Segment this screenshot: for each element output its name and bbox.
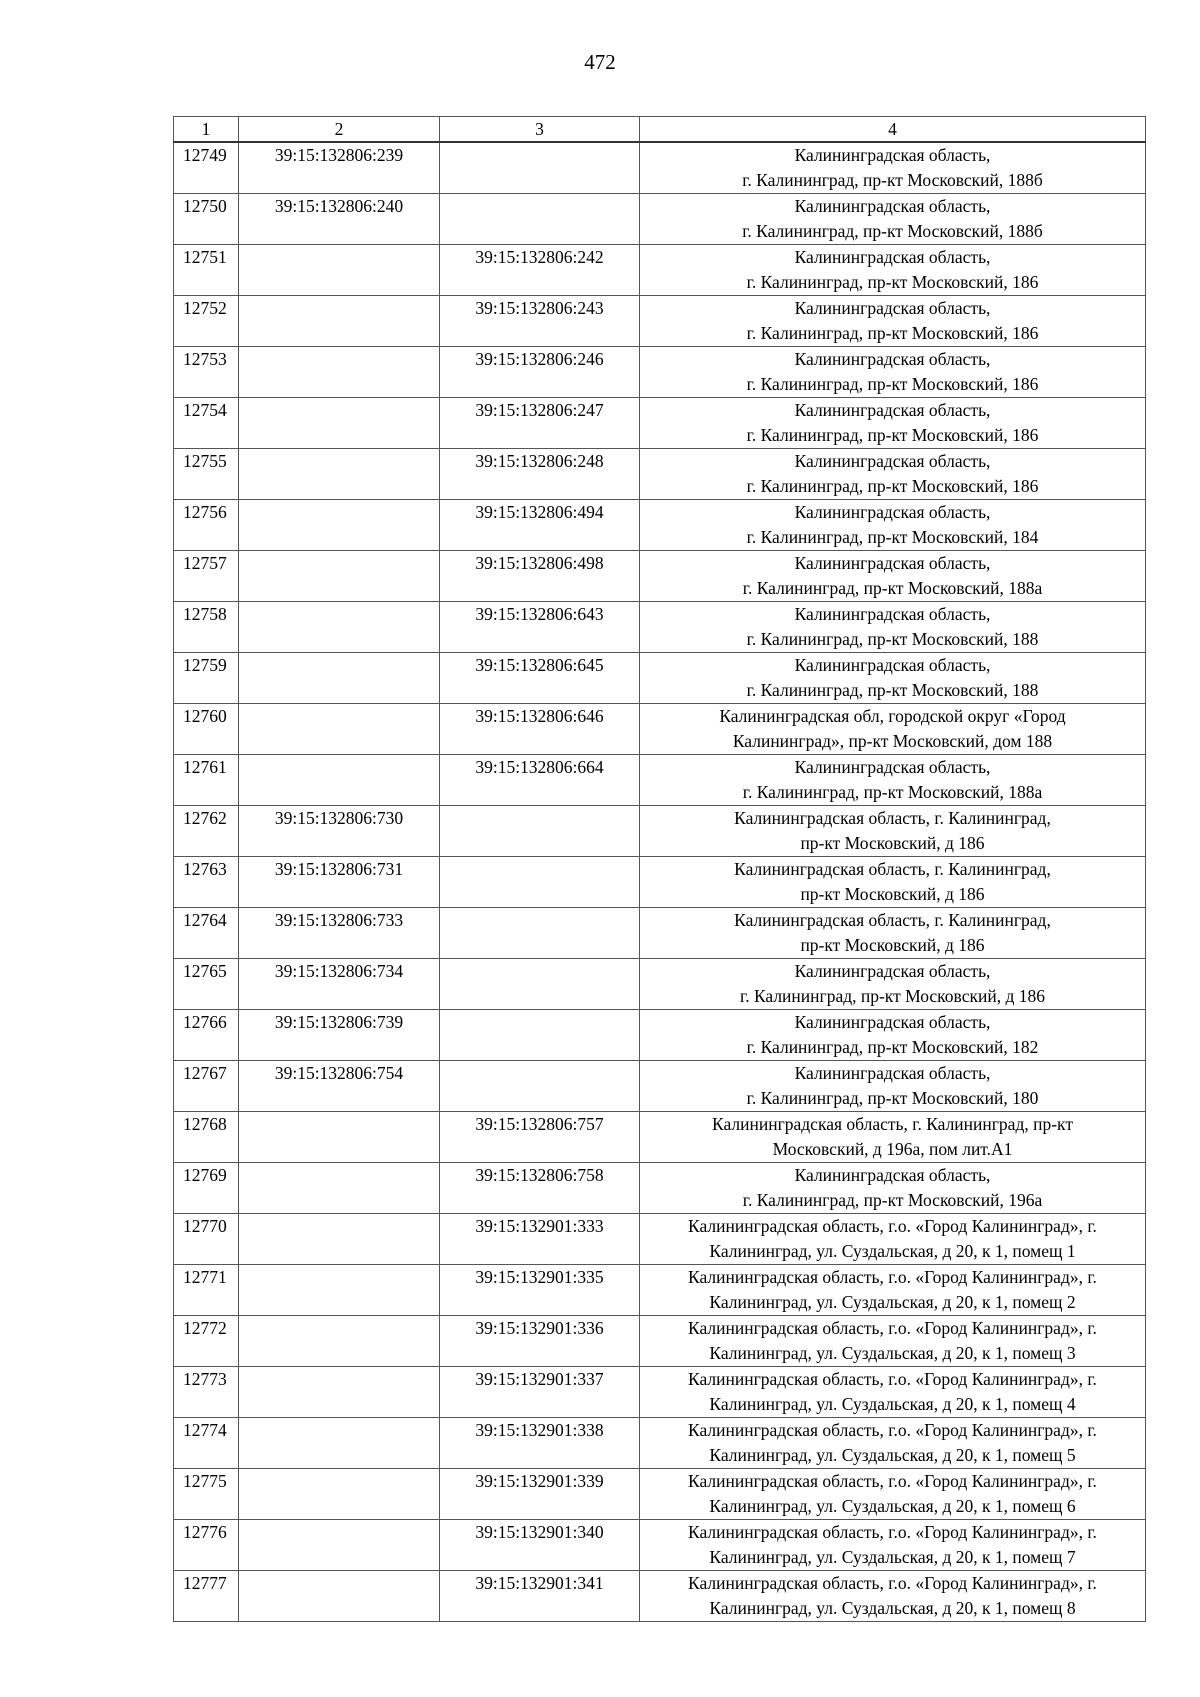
address-line: Калининградская область, г.о. «Город Калининград», г. — [688, 1471, 1097, 1491]
row-number: 12762 — [174, 806, 239, 857]
cadastral-number-col2: 39:15:132806:734 — [239, 959, 440, 1010]
address-line: г. Калининград, пр-кт Московский, 186 — [746, 425, 1039, 445]
cadastral-number-col3: 39:15:132901:333 — [440, 1214, 640, 1265]
cadastral-number-col2 — [239, 1112, 440, 1163]
cadastral-number-col3: 39:15:132806:246 — [440, 347, 640, 398]
address-cell — [640, 1010, 1146, 1061]
row-number: 12771 — [174, 1265, 239, 1316]
cadastral-number-col2: 39:15:132806:730 — [239, 806, 440, 857]
table-row — [174, 1112, 1146, 1163]
table-row — [174, 959, 1146, 1010]
page-number: 472 — [584, 50, 616, 74]
column-header-3: 3 — [440, 117, 640, 143]
address-cell — [640, 806, 1146, 857]
row-number: 12751 — [174, 245, 239, 296]
cadastral-number-col2 — [239, 296, 440, 347]
cadastral-number-col2 — [239, 1214, 440, 1265]
address-line: Калининградская область, — [794, 1165, 991, 1185]
cadastral-number-col2 — [239, 1469, 440, 1520]
cadastral-number-col2 — [239, 704, 440, 755]
table-row — [174, 1571, 1146, 1622]
table-row — [174, 1418, 1146, 1469]
cadastral-number-col2 — [239, 1316, 440, 1367]
address-cell — [640, 908, 1146, 959]
address-line: Калининградская область, — [794, 502, 991, 522]
cadastral-number-col2 — [239, 551, 440, 602]
table-row — [174, 347, 1146, 398]
cadastral-number-col3 — [440, 1061, 640, 1112]
address-cell — [640, 551, 1146, 602]
cadastral-number-col3: 39:15:132901:339 — [440, 1469, 640, 1520]
cadastral-number-col3 — [440, 1010, 640, 1061]
cadastral-number-col3 — [440, 908, 640, 959]
address-line: г. Калининград, пр-кт Московский, 186 — [746, 323, 1039, 343]
table-row — [174, 755, 1146, 806]
cadastral-number-col2 — [239, 602, 440, 653]
address-cell — [640, 1469, 1146, 1520]
address-line: Калининградская область, — [794, 349, 991, 369]
cadastral-number-col3: 39:15:132806:243 — [440, 296, 640, 347]
cadastral-number-col3: 39:15:132901:341 — [440, 1571, 640, 1622]
address-line: пр-кт Московский, д 186 — [800, 833, 985, 853]
cadastral-number-col2 — [239, 1367, 440, 1418]
row-number: 12761 — [174, 755, 239, 806]
table-row — [174, 704, 1146, 755]
address-line: Калининград, ул. Суздальская, д 20, к 1, помещ 7 — [709, 1547, 1076, 1567]
address-line: Московский, д 196а, пом лит.А1 — [772, 1139, 1013, 1159]
address-cell — [640, 857, 1146, 908]
cadastral-number-col2 — [239, 347, 440, 398]
table-row — [174, 1265, 1146, 1316]
row-number: 12773 — [174, 1367, 239, 1418]
address-line: г. Калининград, пр-кт Московский, 188б — [742, 170, 1043, 190]
address-line: Калининградская область, — [794, 757, 991, 777]
address-cell — [640, 296, 1146, 347]
address-cell — [640, 1214, 1146, 1265]
cadastral-number-col3: 39:15:132901:337 — [440, 1367, 640, 1418]
address-cell — [640, 1316, 1146, 1367]
row-number: 12764 — [174, 908, 239, 959]
cadastral-number-col3: 39:15:132806:643 — [440, 602, 640, 653]
table-row — [174, 551, 1146, 602]
cadastral-number-col2 — [239, 500, 440, 551]
address-line: Калининградская область, — [794, 196, 991, 216]
cadastral-number-col3 — [440, 959, 640, 1010]
address-line: Калининград, ул. Суздальская, д 20, к 1, помещ 1 — [709, 1241, 1076, 1261]
address-cell — [640, 347, 1146, 398]
address-cell — [640, 704, 1146, 755]
address-cell — [640, 449, 1146, 500]
table-row — [174, 857, 1146, 908]
address-line: г. Калининград, пр-кт Московский, 188 — [746, 629, 1039, 649]
address-line: Калининградская область, г.о. «Город Калининград», г. — [688, 1573, 1097, 1593]
table-row — [174, 1010, 1146, 1061]
cadastral-number-col3 — [440, 806, 640, 857]
cadastral-number-col2 — [239, 755, 440, 806]
row-number: 12767 — [174, 1061, 239, 1112]
cadastral-number-col2 — [239, 1265, 440, 1316]
row-number: 12758 — [174, 602, 239, 653]
address-line: Калининград, ул. Суздальская, д 20, к 1, помещ 8 — [709, 1598, 1076, 1618]
address-cell — [640, 245, 1146, 296]
column-header-1: 1 — [174, 117, 239, 143]
table-row — [174, 1061, 1146, 1112]
address-line: Калининград, ул. Суздальская, д 20, к 1, помещ 6 — [709, 1496, 1076, 1516]
table-row — [174, 1469, 1146, 1520]
cadastral-number-col2: 39:15:132806:733 — [239, 908, 440, 959]
cadastral-number-col3: 39:15:132806:664 — [440, 755, 640, 806]
address-line: Калининградская область, г.о. «Город Калининград», г. — [688, 1318, 1097, 1338]
cadastral-number-col3: 39:15:132806:646 — [440, 704, 640, 755]
address-line: Калининградская область, г.о. «Город Калининград», г. — [688, 1522, 1097, 1542]
row-number: 12777 — [174, 1571, 239, 1622]
address-line: Калининград, ул. Суздальская, д 20, к 1, помещ 3 — [709, 1343, 1076, 1363]
address-line: Калининградская область, — [794, 1012, 991, 1032]
cadastral-number-col3 — [440, 194, 640, 245]
row-number: 12753 — [174, 347, 239, 398]
address-line: г. Калининград, пр-кт Московский, 182 — [746, 1037, 1039, 1057]
address-line: Калининград, ул. Суздальская, д 20, к 1, помещ 2 — [709, 1292, 1076, 1312]
address-line: Калининградская область, — [794, 553, 991, 573]
table-row — [174, 1367, 1146, 1418]
cadastral-number-col2 — [239, 1571, 440, 1622]
address-line: г. Калининград, пр-кт Московский, 186 — [746, 374, 1039, 394]
table-row — [174, 1316, 1146, 1367]
address-cell — [640, 602, 1146, 653]
row-number: 12750 — [174, 194, 239, 245]
address-line: Калининградская область, — [794, 1063, 991, 1083]
table-row — [174, 653, 1146, 704]
row-number: 12755 — [174, 449, 239, 500]
cadastral-number-col2: 39:15:132806:739 — [239, 1010, 440, 1061]
row-number: 12769 — [174, 1163, 239, 1214]
address-line: пр-кт Московский, д 186 — [800, 884, 985, 904]
address-line: Калининградская область, г.о. «Город Калининград», г. — [688, 1369, 1097, 1389]
cadastral-number-col2: 39:15:132806:754 — [239, 1061, 440, 1112]
address-line: г. Калининград, пр-кт Московский, д 186 — [740, 986, 1045, 1006]
cadastral-number-col3 — [440, 857, 640, 908]
address-line: Калининградская область, г. Калининград, — [734, 808, 1051, 828]
address-line: Калининградская область, — [794, 655, 991, 675]
address-cell — [640, 194, 1146, 245]
cadastral-number-col3: 39:15:132901:336 — [440, 1316, 640, 1367]
table-row — [174, 500, 1146, 551]
register-table — [173, 116, 1146, 1622]
row-number: 12752 — [174, 296, 239, 347]
row-number: 12776 — [174, 1520, 239, 1571]
address-line: г. Калининград, пр-кт Московский, 188 — [746, 680, 1039, 700]
address-line: Калининградская область, г. Калининград, пр-кт — [712, 1114, 1073, 1134]
cadastral-number-col2 — [239, 245, 440, 296]
address-cell — [640, 755, 1146, 806]
cadastral-number-col3: 39:15:132901:340 — [440, 1520, 640, 1571]
cadastral-number-col2 — [239, 653, 440, 704]
address-cell — [640, 653, 1146, 704]
row-number: 12749 — [174, 142, 239, 194]
address-line: Калининград, ул. Суздальская, д 20, к 1, помещ 4 — [709, 1394, 1076, 1414]
table-row — [174, 449, 1146, 500]
cadastral-number-col2: 39:15:132806:239 — [239, 142, 440, 194]
cadastral-number-col3: 39:15:132806:645 — [440, 653, 640, 704]
cadastral-number-col2 — [239, 1163, 440, 1214]
row-number: 12757 — [174, 551, 239, 602]
table-row — [174, 398, 1146, 449]
address-line: г. Калининград, пр-кт Московский, 180 — [746, 1088, 1039, 1108]
row-number: 12754 — [174, 398, 239, 449]
row-number: 12775 — [174, 1469, 239, 1520]
row-number: 12766 — [174, 1010, 239, 1061]
cadastral-number-col2 — [239, 398, 440, 449]
table-row — [174, 806, 1146, 857]
cadastral-number-col3: 39:15:132806:242 — [440, 245, 640, 296]
row-number: 12756 — [174, 500, 239, 551]
address-cell — [640, 1061, 1146, 1112]
address-line: пр-кт Московский, д 186 — [800, 935, 985, 955]
header-row — [174, 117, 1146, 143]
cadastral-number-col3: 39:15:132806:494 — [440, 500, 640, 551]
address-cell — [640, 959, 1146, 1010]
address-line: Калининградская область, г. Калининград, — [734, 910, 1051, 930]
row-number: 12760 — [174, 704, 239, 755]
table-row — [174, 142, 1146, 194]
row-number: 12768 — [174, 1112, 239, 1163]
address-line: Калининградская обл, городской округ «Город — [719, 706, 1066, 726]
cadastral-number-col3: 39:15:132806:757 — [440, 1112, 640, 1163]
address-line: г. Калининград, пр-кт Московский, 186 — [746, 272, 1039, 292]
cadastral-number-col2 — [239, 1418, 440, 1469]
address-line: Калининградская область, г.о. «Город Калининград», г. — [688, 1420, 1097, 1440]
address-line: Калининградская область, г. Калининград, — [734, 859, 1051, 879]
row-number: 12770 — [174, 1214, 239, 1265]
address-line: Калининградская область, — [794, 247, 991, 267]
address-line: Калининградская область, — [794, 298, 991, 318]
address-cell — [640, 142, 1146, 194]
address-line: г. Калининград, пр-кт Московский, 186 — [746, 476, 1039, 496]
address-line: Калининградская область, — [794, 961, 991, 981]
cadastral-number-col3: 39:15:132806:248 — [440, 449, 640, 500]
address-line: Калининградская область, г.о. «Город Калининград», г. — [688, 1216, 1097, 1236]
address-line: Калининградская область, — [794, 145, 991, 165]
column-header-4: 4 — [640, 117, 1146, 143]
cadastral-number-col3: 39:15:132901:338 — [440, 1418, 640, 1469]
address-line: г. Калининград, пр-кт Московский, 188а — [742, 578, 1043, 598]
address-cell — [640, 1265, 1146, 1316]
address-cell — [640, 500, 1146, 551]
address-cell — [640, 1520, 1146, 1571]
table-row — [174, 1214, 1146, 1265]
row-number: 12774 — [174, 1418, 239, 1469]
row-number: 12772 — [174, 1316, 239, 1367]
address-line: г. Калининград, пр-кт Московский, 188а — [742, 782, 1043, 802]
row-number: 12763 — [174, 857, 239, 908]
address-cell — [640, 1418, 1146, 1469]
address-line: Калининградская область, — [794, 451, 991, 471]
table-row — [174, 1163, 1146, 1214]
address-line: г. Калининград, пр-кт Московский, 188б — [742, 221, 1043, 241]
table-row — [174, 1520, 1146, 1571]
table-row — [174, 245, 1146, 296]
column-header-2: 2 — [239, 117, 440, 143]
address-cell — [640, 398, 1146, 449]
address-line: Калининградская область, г.о. «Город Калининград», г. — [688, 1267, 1097, 1287]
cadastral-number-col2 — [239, 1520, 440, 1571]
table-row — [174, 296, 1146, 347]
cadastral-number-col3: 39:15:132806:498 — [440, 551, 640, 602]
address-cell — [640, 1571, 1146, 1622]
address-cell — [640, 1163, 1146, 1214]
table-row — [174, 602, 1146, 653]
address-cell — [640, 1367, 1146, 1418]
address-line: г. Калининград, пр-кт Московский, 196а — [742, 1190, 1043, 1210]
address-line: Калининград, ул. Суздальская, д 20, к 1, помещ 5 — [709, 1445, 1076, 1465]
address-line: Калининградская область, — [794, 400, 991, 420]
address-line: Калининградская область, — [794, 604, 991, 624]
address-line: г. Калининград, пр-кт Московский, 184 — [746, 527, 1039, 547]
table-row — [174, 908, 1146, 959]
table-row — [174, 194, 1146, 245]
cadastral-number-col2 — [239, 449, 440, 500]
cadastral-number-col3: 39:15:132806:247 — [440, 398, 640, 449]
cadastral-number-col3: 39:15:132806:758 — [440, 1163, 640, 1214]
cadastral-number-col2: 39:15:132806:240 — [239, 194, 440, 245]
address-cell — [640, 1112, 1146, 1163]
row-number: 12765 — [174, 959, 239, 1010]
address-line: Калининград», пр-кт Московский, дом 188 — [732, 731, 1053, 751]
cadastral-number-col3: 39:15:132901:335 — [440, 1265, 640, 1316]
cadastral-number-col3 — [440, 142, 640, 194]
cadastral-number-col2: 39:15:132806:731 — [239, 857, 440, 908]
row-number: 12759 — [174, 653, 239, 704]
